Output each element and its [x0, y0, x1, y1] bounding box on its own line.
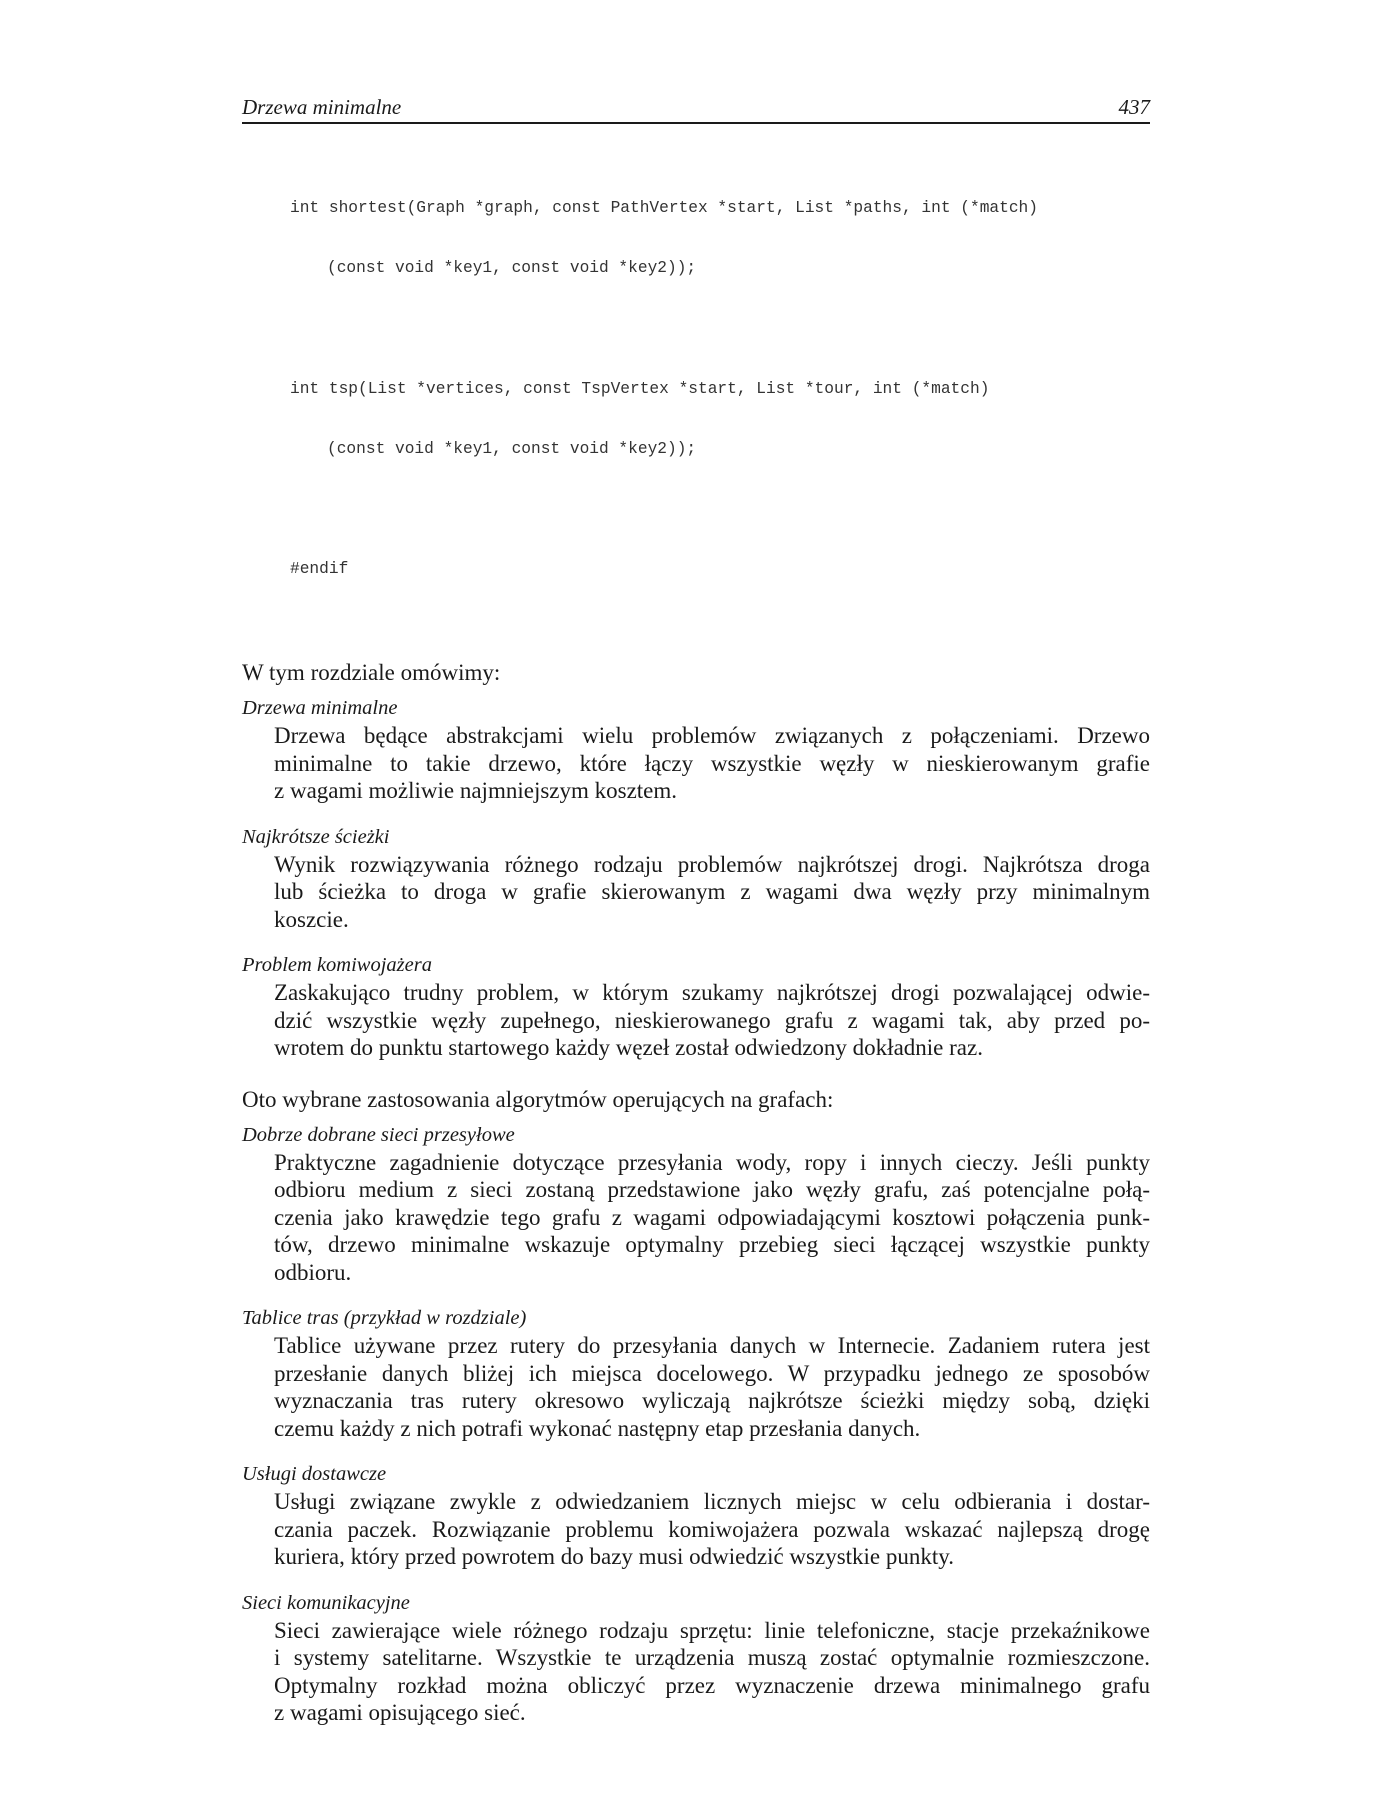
text-line: Wynik rozwiązywania różnego rodzaju problemów najkrótszej drogi. Najkrótsza droga	[274, 851, 1150, 877]
chapter-title: Drzewa minimalne	[242, 95, 402, 119]
application-entry	[242, 1461, 1150, 1571]
code-line: #endif	[290, 560, 349, 578]
application-term: Usługi dostawcze	[242, 1463, 387, 1485]
text-line: czemu każdy z nich potrafi wykonać następny etap przesłania danych.	[274, 1415, 921, 1441]
text-line: koszcie.	[274, 906, 349, 932]
text-line: czenia jako krawędzie tego grafu z wagami odpowiadającymi kosztowi połączenia punk-	[274, 1204, 1150, 1230]
applications-list	[242, 1122, 1150, 1727]
text-line: odbioru medium z sieci zostaną przedstawione jako węzły grafu, zaś potencjalne połą-	[274, 1177, 1150, 1202]
application-term: Dobrze dobrane sieci przesyłowe	[242, 1123, 515, 1146]
topic-entry	[242, 952, 1150, 1062]
page-number: 437	[1118, 95, 1150, 119]
code-line: int shortest(Graph *graph, const PathVertex *start, List *paths, int (*match)	[290, 199, 1038, 217]
topics-intro: W tym rozdziale omówimy:	[242, 660, 501, 685]
topic-term: Problem komiwojażera	[242, 954, 432, 976]
application-entry	[242, 1305, 1150, 1442]
code-tsp-prototype	[290, 339, 1150, 499]
text-line: Optymalny rozkład można obliczyć przez wyznaczenie drzewa minimalnego grafu	[274, 1672, 1150, 1698]
application-entry	[242, 1590, 1150, 1727]
code-endif	[290, 519, 1150, 619]
applications-intro: Oto wybrane zastosowania algorytmów operujących na grafach:	[242, 1086, 834, 1112]
text-line: przesłanie danych bliżej ich miejsca docelowego. W przypadku jednego ze sposobów	[274, 1360, 1150, 1386]
text-line: Praktyczne zagadnienie dotyczące przesyłania wody, ropy i innych cieczy. Jeśli punkty	[274, 1149, 1150, 1175]
text-line: odbioru.	[274, 1259, 352, 1285]
text-line: Drzewa będące abstrakcjami wielu problemów związanych z połączeniami. Drzewo	[274, 723, 1150, 748]
code-line: (const void *key1, const void *key2));	[327, 440, 697, 458]
application-term: Tablice tras (przykład w rozdziale)	[242, 1307, 527, 1329]
text-line: Usługi związane zwykle z odwiedzaniem licznych miejsc w celu odbierania i dostar-	[274, 1489, 1150, 1514]
text-line: dzić wszystkie węzły zupełnego, nieskierowanego grafu z wagami tak, aby przed po-	[274, 1007, 1150, 1033]
topics-list	[242, 695, 1150, 1062]
code-shortest-prototype	[290, 158, 1150, 318]
application-entry	[242, 1122, 1150, 1287]
topic-term: Najkrótsze ścieżki	[242, 825, 390, 848]
text-line: i systemy satelitarne. Wszystkie te urządzenia muszą zostać optymalnie rozmieszczone.	[274, 1645, 1150, 1670]
application-description	[274, 1488, 1150, 1571]
text-line: Zaskakująco trudny problem, w którym szukamy najkrótszej drogi pozwalającej odwie-	[274, 980, 1150, 1005]
topic-term: Drzewa minimalne	[242, 697, 398, 719]
text-line: Tablice używane przez rutery do przesyłania danych w Internecie. Zadaniem rutera jest	[274, 1333, 1150, 1358]
application-description	[274, 1332, 1150, 1442]
text-line: kuriera, który przed powrotem do bazy musi odwiedzić wszystkie punkty.	[274, 1544, 955, 1569]
code-line: (const void *key1, const void *key2));	[327, 259, 697, 277]
topic-description	[274, 851, 1150, 934]
code-line: int tsp(List *vertices, const TspVertex *start, List *tour, int (*match)	[290, 380, 990, 398]
text-line: z wagami możliwie najmniejszym kosztem.	[274, 778, 678, 803]
topic-entry	[242, 824, 1150, 934]
text-line: wyznaczania tras rutery okresowo wyliczają najkrótsze ścieżki między sobą, dzięki	[274, 1388, 1150, 1413]
application-description	[274, 1149, 1150, 1287]
topic-description	[274, 722, 1150, 805]
text-line: minimalne to takie drzewo, które łączy wszystkie węzły w nieskierowanym grafie	[274, 750, 1150, 776]
text-line: tów, drzewo minimalne wskazuje optymalny przebieg sieci łączącej wszystkie punkty	[274, 1232, 1150, 1257]
application-term: Sieci komunikacyjne	[242, 1591, 410, 1614]
text-line: lub ścieżka to droga w grafie skierowanym z wagami dwa węzły przy minimalnym	[274, 879, 1150, 904]
text-line: wrotem do punktu startowego każdy węzeł został odwiedzony dokładnie raz.	[274, 1035, 983, 1060]
text-line: z wagami opisującego sieć.	[274, 1700, 526, 1725]
application-description	[274, 1617, 1150, 1727]
book-page	[242, 95, 1150, 1727]
topic-entry	[242, 695, 1150, 805]
running-header	[242, 95, 1150, 124]
text-line: czania paczek. Rozwiązanie problemu komiwojażera pozwala wskazać najlepszą drogę	[274, 1516, 1150, 1542]
text-line: Sieci zawierające wiele różnego rodzaju sprzętu: linie telefoniczne, stacje przekaźnikowe	[274, 1617, 1150, 1643]
topic-description	[274, 979, 1150, 1062]
